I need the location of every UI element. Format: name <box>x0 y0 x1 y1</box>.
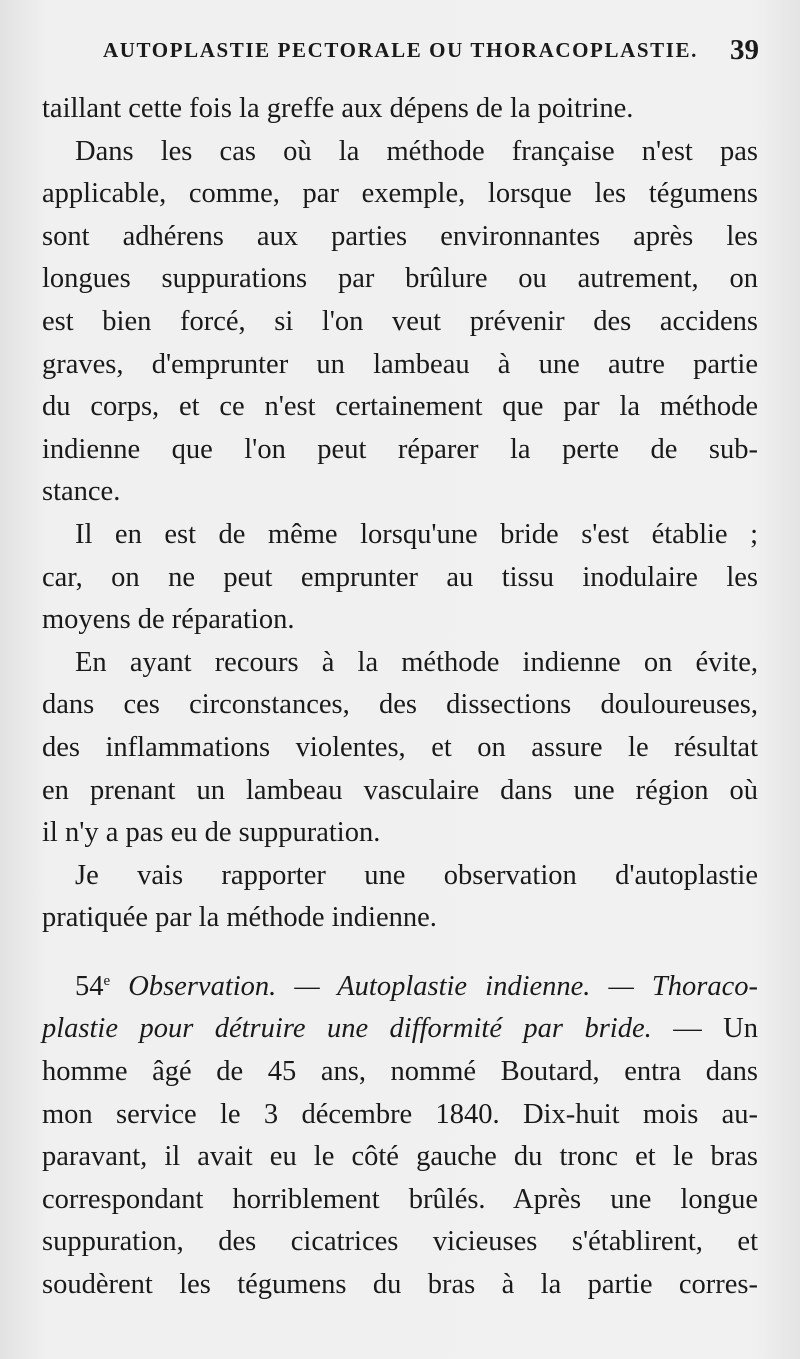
observation-heading <box>42 966 758 1009</box>
text-line: En ayant recours à la méthode indienne on évite, <box>75 646 758 678</box>
page-header <box>103 34 763 68</box>
observation-heading-cont <box>42 1008 758 1051</box>
text-line: paravant, il avait eu le côté gauche du tronc et le bras <box>42 1141 758 1173</box>
text-line: homme âgé de 45 ans, nommé Boutard, entra dans <box>42 1056 758 1088</box>
text-line: correspondant horriblement brûlés. Après une longue <box>42 1183 758 1215</box>
observation-subtitle: plastie pour détruire une difformité par bride. <box>42 1013 652 1045</box>
text-line: applicable, comme, par exemple, lorsque les tégumens <box>42 178 758 210</box>
text-line: suppuration, des cicatrices vicieuses s'établirent, et <box>42 1226 758 1258</box>
text-line: stance. <box>42 476 121 508</box>
text-line: Il en est de même lorsqu'une bride s'est établie ; <box>75 518 758 550</box>
text-line: taillant cette fois la greffe aux dépens de la poitrine. <box>42 93 634 124</box>
observation-number-suffix: e <box>103 972 111 989</box>
text-line: sont adhérens aux parties environnantes après les <box>42 220 758 252</box>
text-line: moyens de réparation. <box>42 604 295 636</box>
section-gap <box>42 940 758 966</box>
text-line: soudèrent les tégumens du bras à la partie corres- <box>42 1269 758 1301</box>
text-line: des inflammations violentes, et on assure le résultat <box>42 731 758 763</box>
text-line: graves, d'emprunter un lambeau à une autre partie <box>42 348 758 380</box>
page-number: 39 <box>730 34 759 66</box>
running-title: AUTOPLASTIE PECTORALE OU THORACOPLASTIE. <box>103 38 698 62</box>
observation-heading-tail: — Un <box>651 1013 758 1045</box>
text-line: en prenant un lambeau vasculaire dans une région où <box>42 774 758 806</box>
text-line: il n'y a pas eu de suppuration. <box>42 817 381 849</box>
text-line: du corps, et ce n'est certainement que par la méthode <box>42 391 758 423</box>
text-line: car, on ne peut emprunter au tissu inodulaire les <box>42 561 758 593</box>
page-body <box>42 88 758 1307</box>
text-line: mon service le 3 décembre 1840. Dix-huit mois au- <box>42 1098 758 1130</box>
text-line: longues suppurations par brûlure ou autrement, on <box>42 263 758 295</box>
text-line: indienne que l'on peut réparer la perte de sub- <box>42 433 758 465</box>
text-line: Dans les cas où la méthode française n'est pas <box>75 135 758 167</box>
text-line: Je vais rapporter une observation d'autoplastie <box>75 859 758 891</box>
text-line: pratiquée par la méthode indienne. <box>42 902 437 934</box>
text-line: dans ces circonstances, des dissections douloureuses, <box>42 689 758 721</box>
text-line: est bien forcé, si l'on veut prévenir des accidens <box>42 305 758 337</box>
observation-number: 54 <box>75 970 104 1002</box>
observation-title: Observation. — Autoplastie indienne. — Thoraco- <box>110 970 758 1002</box>
